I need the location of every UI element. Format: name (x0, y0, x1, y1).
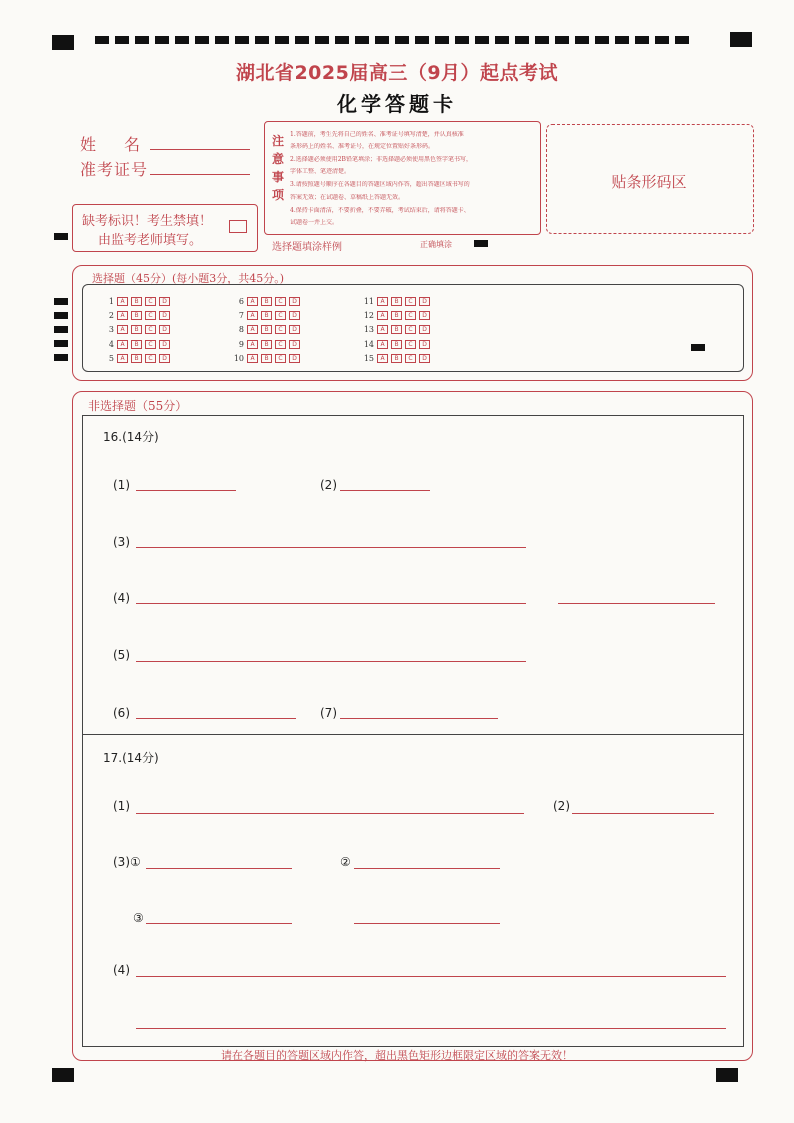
exam-id-label: 准考证号 (80, 160, 149, 179)
side-mark (54, 340, 68, 347)
mc-question-11 (362, 297, 430, 306)
missing-exam-line2: 由监考老师填写。 (98, 233, 203, 248)
q16-answer-line[interactable] (340, 490, 430, 491)
q16-answer-line[interactable] (136, 490, 236, 491)
mc-question-number: 4 (108, 340, 114, 349)
timing-mark (415, 36, 429, 44)
q17-label: (3)① (113, 855, 141, 869)
q16-label: (3) (113, 535, 130, 549)
name-field[interactable] (150, 149, 250, 150)
mc-option-c-bubble[interactable]: C (405, 325, 416, 334)
mc-option-c-bubble[interactable]: C (405, 311, 416, 320)
grid-mark (691, 344, 705, 351)
q17-answer-line[interactable] (572, 813, 714, 814)
mc-option-a-bubble[interactable]: A (247, 354, 258, 363)
timing-mark (455, 36, 469, 44)
mc-option-b-bubble[interactable]: B (391, 340, 402, 349)
timing-mark (215, 36, 229, 44)
notice-line: 试题卷一并上交。 (290, 219, 339, 226)
mc-question-number: 9 (238, 340, 244, 349)
mc-option-a-bubble[interactable]: A (377, 297, 388, 306)
mc-option-a-bubble[interactable]: A (377, 325, 388, 334)
q16-answer-line[interactable] (136, 547, 526, 548)
mc-option-d-bubble[interactable]: D (289, 297, 300, 306)
mc-question-number: 15 (363, 354, 374, 363)
mc-option-c-bubble[interactable]: C (145, 297, 156, 306)
timing-marks-row (95, 36, 713, 46)
exam-title: 湖北省2025届高三（9月）起点考试 (235, 62, 559, 84)
q16-label: (7) (320, 706, 337, 720)
mc-option-b-bubble[interactable]: B (261, 354, 272, 363)
timing-mark (195, 36, 209, 44)
mc-option-b-bubble[interactable]: B (391, 354, 402, 363)
non-choice-title: 非选择题（55分） (88, 399, 188, 413)
mc-question-number: 3 (108, 325, 114, 334)
mc-option-d-bubble[interactable]: D (289, 354, 300, 363)
mc-option-d-bubble[interactable]: D (289, 325, 300, 334)
mc-question-1 (102, 297, 170, 306)
mc-question-number: 7 (238, 311, 244, 320)
q16-title: 16.(14分) (103, 430, 159, 444)
corner-mark-bottom-right (716, 1068, 738, 1082)
mc-option-a-bubble[interactable]: A (247, 311, 258, 320)
mc-question-9 (232, 340, 300, 349)
mc-question-number: 1 (108, 297, 114, 306)
corner-mark-top-right (730, 32, 752, 47)
mc-question-number: 12 (363, 311, 374, 320)
q16-answer-line[interactable] (136, 661, 526, 662)
q17-label: ② (340, 855, 351, 869)
timing-mark (615, 36, 629, 44)
missing-exam-line1: 缺考标识！考生禁填！ (82, 214, 213, 229)
mc-question-5 (102, 354, 170, 363)
side-mark (54, 354, 68, 361)
mc-question-number: 8 (238, 325, 244, 334)
mc-question-10 (232, 354, 300, 363)
notice-line: 条形码上的姓名、准考证号，在规定位置贴好条形码。 (290, 143, 435, 150)
side-mark (54, 312, 68, 319)
timing-mark (375, 36, 389, 44)
timing-mark (235, 36, 249, 44)
mc-question-3 (102, 325, 170, 334)
q16-answer-line[interactable] (340, 718, 498, 719)
mc-option-d-bubble[interactable]: D (289, 311, 300, 320)
fill-example-label: 选择题填涂样例 (272, 242, 342, 253)
mc-option-c-bubble[interactable]: C (275, 340, 286, 349)
q16-answer-line[interactable] (558, 603, 715, 604)
mc-option-d-bubble[interactable]: D (159, 354, 170, 363)
mc-option-b-bubble[interactable]: B (261, 325, 272, 334)
timing-mark (275, 36, 289, 44)
mc-option-a-bubble[interactable]: A (377, 311, 388, 320)
mc-option-a-bubble[interactable]: A (117, 311, 128, 320)
mc-option-c-bubble[interactable]: C (145, 340, 156, 349)
mc-option-c-bubble[interactable]: C (145, 311, 156, 320)
timing-mark (295, 36, 309, 44)
q17-answer-line[interactable] (136, 1028, 726, 1029)
answer-card-title: 化学答题卡 (337, 92, 457, 116)
q17-answer-line[interactable] (354, 868, 500, 869)
timing-mark (95, 36, 109, 44)
timing-mark (515, 36, 529, 44)
mc-option-b-bubble[interactable]: B (391, 297, 402, 306)
mc-question-6 (232, 297, 300, 306)
mc-option-a-bubble[interactable]: A (247, 297, 258, 306)
timing-mark (555, 36, 569, 44)
mc-option-b-bubble[interactable]: B (131, 340, 142, 349)
mc-option-d-bubble[interactable]: D (159, 311, 170, 320)
timing-mark (575, 36, 589, 44)
mc-option-d-bubble[interactable]: D (289, 340, 300, 349)
mc-option-c-bubble[interactable]: C (405, 340, 416, 349)
timing-mark (135, 36, 149, 44)
mc-option-b-bubble[interactable]: B (131, 297, 142, 306)
missing-exam-checkbox[interactable] (229, 220, 247, 233)
timing-mark (495, 36, 509, 44)
timing-mark (535, 36, 549, 44)
mc-question-15 (362, 354, 430, 363)
q17-answer-line[interactable] (136, 813, 524, 814)
barcode-label: 贴条形码区 (611, 173, 687, 191)
exam-id-field[interactable] (150, 174, 250, 175)
mc-question-number: 13 (363, 325, 374, 334)
mc-question-number: 5 (108, 354, 114, 363)
mc-option-c-bubble[interactable]: C (405, 354, 416, 363)
q16-answer-line[interactable] (136, 603, 526, 604)
notice-line: 字体工整、笔迹清楚。 (290, 168, 351, 175)
q17-label: (2) (553, 799, 570, 813)
mc-option-a-bubble[interactable]: A (117, 340, 128, 349)
mc-question-number: 6 (238, 297, 244, 306)
mc-option-b-bubble[interactable]: B (261, 297, 272, 306)
mc-question-4 (102, 340, 170, 349)
q16-label: (2) (320, 478, 337, 492)
timing-mark (335, 36, 349, 44)
fill-example-mark (474, 240, 488, 247)
mc-option-d-bubble[interactable]: D (419, 354, 430, 363)
timing-mark (435, 36, 449, 44)
mc-question-7 (232, 311, 300, 320)
mc-option-d-bubble[interactable]: D (419, 297, 430, 306)
mc-option-c-bubble[interactable]: C (275, 297, 286, 306)
q16-answer-line[interactable] (136, 718, 296, 719)
mc-option-a-bubble[interactable]: A (117, 297, 128, 306)
timing-mark (595, 36, 609, 44)
q17-label: (4) (113, 963, 130, 977)
timing-mark (395, 36, 409, 44)
mc-option-d-bubble[interactable]: D (419, 311, 430, 320)
timing-mark (655, 36, 669, 44)
mc-option-d-bubble[interactable]: D (419, 325, 430, 334)
side-mark (54, 326, 68, 333)
mc-question-number: 14 (363, 340, 374, 349)
timing-mark (355, 36, 369, 44)
mc-option-b-bubble[interactable]: B (391, 311, 402, 320)
notice-line: 3.请按照题号顺序在各题目的答题区域内作答，超出答题区域书写的 (290, 181, 470, 188)
q16-label: (4) (113, 591, 130, 605)
mc-option-b-bubble[interactable]: B (261, 311, 272, 320)
mc-option-b-bubble[interactable]: B (131, 354, 142, 363)
mc-option-a-bubble[interactable]: A (377, 340, 388, 349)
timing-mark (155, 36, 169, 44)
q17-label: ③ (133, 911, 144, 925)
q17-title: 17.(14分) (103, 751, 159, 765)
notice-line: 4.保持卡面清洁，不要折叠，不要弄破，考试结束后，请将答题卡、 (290, 207, 470, 214)
question-divider (82, 734, 743, 735)
mc-question-2 (102, 311, 170, 320)
timing-mark (475, 36, 489, 44)
side-mark (54, 233, 68, 240)
mc-question-number: 11 (363, 297, 374, 306)
mc-option-b-bubble[interactable]: B (131, 311, 142, 320)
timing-mark (115, 36, 129, 44)
mc-option-d-bubble[interactable]: D (419, 340, 430, 349)
mc-option-c-bubble[interactable]: C (145, 325, 156, 334)
timing-mark (635, 36, 649, 44)
mc-option-a-bubble[interactable]: A (117, 354, 128, 363)
q16-label: (6) (113, 706, 130, 720)
q17-answer-line[interactable] (146, 868, 292, 869)
timing-mark (255, 36, 269, 44)
multiple-choice-title: 选择题（45分）(每小题3分，共45分。) (92, 272, 285, 285)
q17-label: (1) (113, 799, 130, 813)
mc-option-c-bubble[interactable]: C (145, 354, 156, 363)
notice-line: 1.答题前，考生先将自己的姓名、准考证号填写清楚，并认真核准 (290, 131, 464, 138)
mc-option-c-bubble[interactable]: C (275, 311, 286, 320)
mc-option-b-bubble[interactable]: B (261, 340, 272, 349)
mc-question-number: 2 (108, 311, 114, 320)
mc-option-a-bubble[interactable]: A (247, 325, 258, 334)
mc-question-14 (362, 340, 430, 349)
q16-label: (1) (113, 478, 130, 492)
mc-option-b-bubble[interactable]: B (391, 325, 402, 334)
mc-question-number: 10 (233, 354, 244, 363)
q17-answer-line[interactable] (136, 976, 726, 977)
mc-question-13 (362, 325, 430, 334)
footer-note: 请在各题目的答题区域内作答，超出黑色矩形边框限定区域的答案无效！ (221, 1049, 573, 1062)
corner-mark-bottom-left (52, 1068, 74, 1082)
q17-answer-line[interactable] (146, 923, 292, 924)
mc-option-d-bubble[interactable]: D (159, 340, 170, 349)
mc-option-a-bubble[interactable]: A (247, 340, 258, 349)
non-choice-answer-frame (82, 415, 744, 1047)
q16-label: (5) (113, 648, 130, 662)
timing-mark (315, 36, 329, 44)
mc-option-c-bubble[interactable]: C (275, 354, 286, 363)
name-label: 姓 名 (80, 135, 147, 154)
notice-line: 2.选择题必须使用2B铅笔填涂；非选择题必须使用黑色签字笔书写， (290, 156, 472, 163)
side-mark (54, 298, 68, 305)
corner-mark-top-left (52, 35, 74, 50)
q17-answer-line[interactable] (354, 923, 500, 924)
notice-line: 答案无效；在试题卷、草稿纸上答题无效。 (290, 194, 405, 201)
mc-option-d-bubble[interactable]: D (159, 325, 170, 334)
timing-mark (175, 36, 189, 44)
mc-question-8 (232, 325, 300, 334)
fill-example-correct: 正确填涂 (420, 240, 452, 249)
mc-option-a-bubble[interactable]: A (377, 354, 388, 363)
mc-option-b-bubble[interactable]: B (131, 325, 142, 334)
mc-option-c-bubble[interactable]: C (275, 325, 286, 334)
mc-option-a-bubble[interactable]: A (117, 325, 128, 334)
mc-question-12 (362, 311, 430, 320)
timing-mark (675, 36, 689, 44)
mc-option-c-bubble[interactable]: C (405, 297, 416, 306)
mc-option-d-bubble[interactable]: D (159, 297, 170, 306)
notice-heading: 注意事项 (272, 134, 285, 202)
